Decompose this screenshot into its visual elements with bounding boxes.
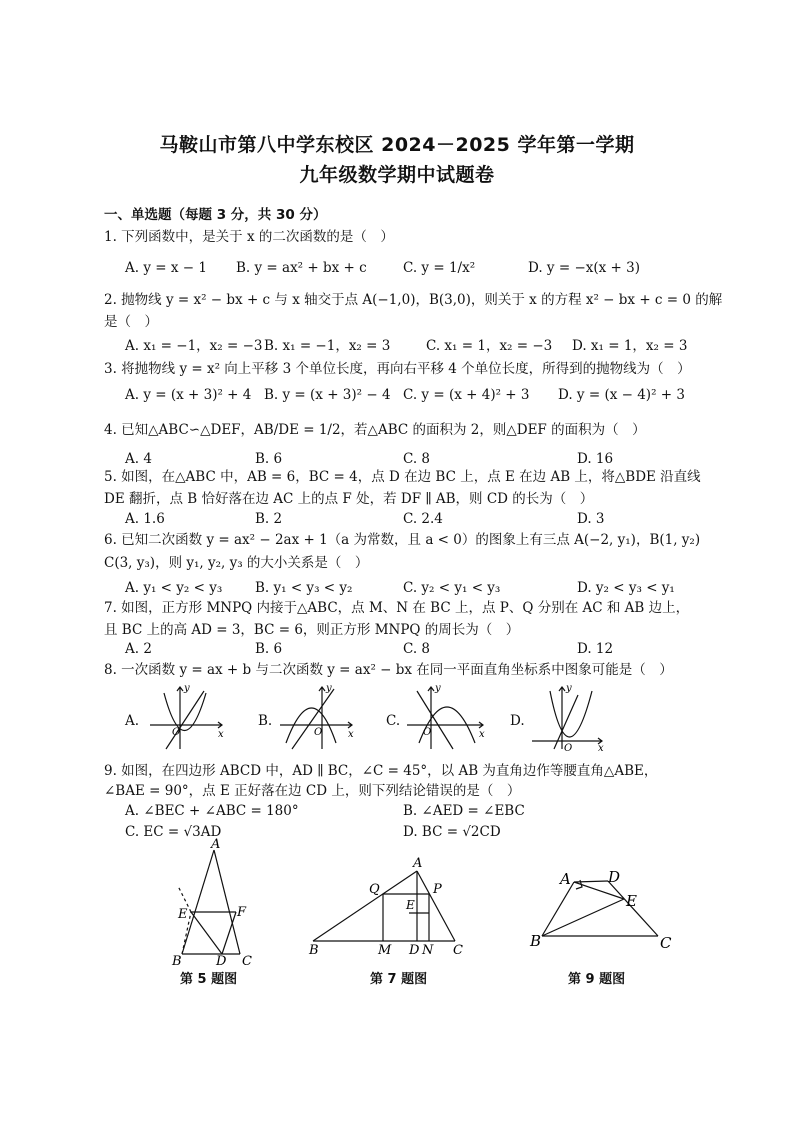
- q6-option-a: A. y₁ < y₂ < y₃: [125, 580, 223, 596]
- q8b-y-label: y: [326, 683, 332, 694]
- fig5-label-f: F: [237, 905, 247, 920]
- q8a-y-label: y: [184, 683, 190, 694]
- q6-option-b: B. y₁ < y₃ < y₂: [255, 580, 353, 596]
- q9-option-a: A. ∠BEC + ∠ABC = 180°: [125, 803, 299, 819]
- q8d-origin-label: O: [564, 743, 573, 754]
- q1-option-a: A. y = x − 1: [125, 260, 207, 276]
- q2-option-d: D. x₁ = 1，x₂ = 3: [572, 338, 688, 354]
- section-heading: 一、单选题（每题 3 分，共 30 分）: [104, 207, 327, 223]
- fig9-label-d: D: [608, 868, 621, 886]
- q8d-y-label: y: [566, 683, 572, 694]
- q8c-y-label: y: [435, 683, 441, 694]
- fig5-label-e: E: [178, 907, 188, 922]
- q8c-x-label: x: [479, 729, 485, 740]
- page-title: 马鞍山市第八中学东校区 2024－2025 学年第一学期: [159, 134, 635, 156]
- q7-option-a: A. 2: [125, 641, 152, 657]
- q3-option-d: D. y = (x − 4)² + 3: [558, 387, 685, 403]
- question-9-stem: 9. 如图，在四边形 ABCD 中，AD ∥ BC，∠C = 45°，以 AB 为直角边作等腰直角△ABE，: [104, 763, 658, 779]
- fig7-label-q: Q: [369, 882, 380, 897]
- question-5-stem: 5. 如图，在△ABC 中，AB = 6，BC = 4，点 D 在边 BC 上，点 E 在边 AB 上，将△BDE 沿直线: [104, 469, 701, 485]
- q8a-x-label: x: [218, 729, 224, 740]
- q5-option-b: B. 2: [255, 511, 283, 527]
- q3-option-c: C. y = (x + 4)² + 3: [403, 387, 530, 403]
- question-2-stem-cont: 是（ ）: [104, 314, 158, 330]
- fig5-label-b: B: [172, 954, 182, 969]
- q8b-x-label: x: [348, 729, 354, 740]
- q7-option-b: B. 6: [255, 641, 283, 657]
- figure-9-caption: 第 9 题图: [568, 972, 626, 987]
- page-subtitle: 九年级数学期中试题卷: [299, 164, 495, 186]
- fig7-label-m: M: [378, 943, 392, 958]
- q4-option-d: D. 16: [577, 451, 614, 467]
- fig9-label-a: A: [560, 870, 571, 888]
- fig7-label-e: E: [406, 898, 415, 912]
- q8b-origin-label: O: [314, 727, 323, 738]
- q2-option-b: B. x₁ = −1，x₂ = 3: [264, 338, 391, 354]
- fig9-label-e: E: [626, 892, 637, 910]
- fig7-label-p: P: [433, 882, 442, 897]
- q8-graph-d: [530, 683, 610, 753]
- q6-option-c: C. y₂ < y₁ < y₃: [403, 580, 501, 596]
- fig5-label-c: C: [242, 954, 252, 969]
- question-7-stem-cont: 且 BC 上的高 AD = 3，BC = 6，则正方形 MNPQ 的周长为（ ）: [104, 622, 520, 638]
- question-2-stem: 2. 抛物线 y = x² − bx + c 与 x 轴交于点 A(−1,0)，B(3,0)，则关于 x 的方程 x² − bx + c = 0 的解: [104, 292, 723, 308]
- q1-option-b: B. y = ax² + bx + c: [236, 260, 367, 276]
- q4-option-b: B. 6: [255, 451, 283, 467]
- q8-graph-c: [405, 683, 490, 753]
- figure-5: [160, 838, 260, 968]
- q8-graph-b: [278, 683, 358, 753]
- q8d-x-label: x: [598, 743, 604, 754]
- q3-option-a: A. y = (x + 3)² + 4: [125, 387, 252, 403]
- fig7-label-d: D: [409, 943, 420, 958]
- fig5-label-d: D: [216, 954, 227, 969]
- question-8-stem: 8. 一次函数 y = ax + b 与二次函数 y = ax² − bx 在同一平面直角坐标系中图象可能是（ ）: [104, 662, 673, 678]
- q2-option-c: C. x₁ = 1，x₂ = −3: [426, 338, 553, 354]
- q9-option-c: C. EC = √3AD: [125, 824, 222, 840]
- q4-option-a: A. 4: [125, 451, 152, 467]
- q4-option-c: C. 8: [403, 451, 431, 467]
- question-6-stem: 6. 已知二次函数 y = ax² − 2ax + 1（a 为常数，且 a < 0）的图象上有三点 A(−2, y₁)，B(1, y₂): [104, 532, 701, 548]
- q7-option-d: D. 12: [577, 641, 614, 657]
- q8-option-a: A.: [125, 713, 140, 729]
- q1-option-c: C. y = 1/x²: [403, 260, 476, 276]
- q8c-origin-label: O: [423, 727, 432, 738]
- q8a-origin-label: O: [172, 727, 181, 738]
- question-3-stem: 3. 将抛物线 y = x² 向上平移 3 个单位长度，再向右平移 4 个单位长度，所得到的抛物线为（ ）: [104, 361, 691, 377]
- q3-option-b: B. y = (x + 3)² − 4: [264, 387, 391, 403]
- figure-7-caption: 第 7 题图: [370, 972, 428, 987]
- fig7-label-a: A: [413, 856, 423, 871]
- question-4-stem: 4. 已知△ABC∽△DEF，AB/DE = 1/2，若△ABC 的面积为 2，则△DEF 的面积为（ ）: [104, 422, 646, 438]
- figure-7: [305, 855, 475, 960]
- q1-option-d: D. y = −x(x + 3): [528, 260, 641, 276]
- q6-option-d: D. y₂ < y₃ < y₁: [577, 580, 675, 596]
- question-1-stem: 1. 下列函数中，是关于 x 的二次函数的是（ ）: [104, 229, 394, 245]
- fig7-label-b: B: [309, 943, 319, 958]
- q8-option-c: C.: [386, 713, 401, 729]
- figure-5-caption: 第 5 题图: [180, 972, 238, 987]
- fig7-label-c: C: [453, 943, 463, 958]
- q5-option-c: C. 2.4: [403, 511, 443, 527]
- q5-option-d: D. 3: [577, 511, 605, 527]
- figure-9: [530, 860, 680, 960]
- fig9-label-b: B: [530, 932, 542, 950]
- fig5-label-a: A: [211, 837, 221, 852]
- q8-option-d: D.: [510, 713, 525, 729]
- q9-option-d: D. BC = √2CD: [403, 824, 501, 840]
- q9-option-b: B. ∠AED = ∠EBC: [403, 803, 525, 819]
- question-9-stem-cont: ∠BAE = 90°，点 E 正好落在边 CD 上，则下列结论错误的是（ ）: [104, 783, 521, 799]
- q7-option-c: C. 8: [403, 641, 431, 657]
- q8-option-b: B.: [258, 713, 273, 729]
- fig7-label-n: N: [422, 943, 434, 958]
- q8-graph-a: [148, 683, 228, 753]
- fig9-label-c: C: [660, 934, 672, 952]
- question-5-stem-cont: DE 翻折，点 B 恰好落在边 AC 上的点 F 处，若 DF ∥ AB，则 CD 的长为（ ）: [104, 491, 594, 507]
- question-6-stem-cont: C(3, y₃)，则 y₁, y₂, y₃ 的大小关系是（ ）: [104, 555, 369, 571]
- q2-option-a: A. x₁ = −1，x₂ = −3: [125, 338, 263, 354]
- q5-option-a: A. 1.6: [125, 511, 165, 527]
- question-7-stem: 7. 如图，正方形 MNPQ 内接于△ABC，点 M、N 在 BC 上，点 P、Q 分别在 AC 和 AB 边上，: [104, 600, 690, 616]
